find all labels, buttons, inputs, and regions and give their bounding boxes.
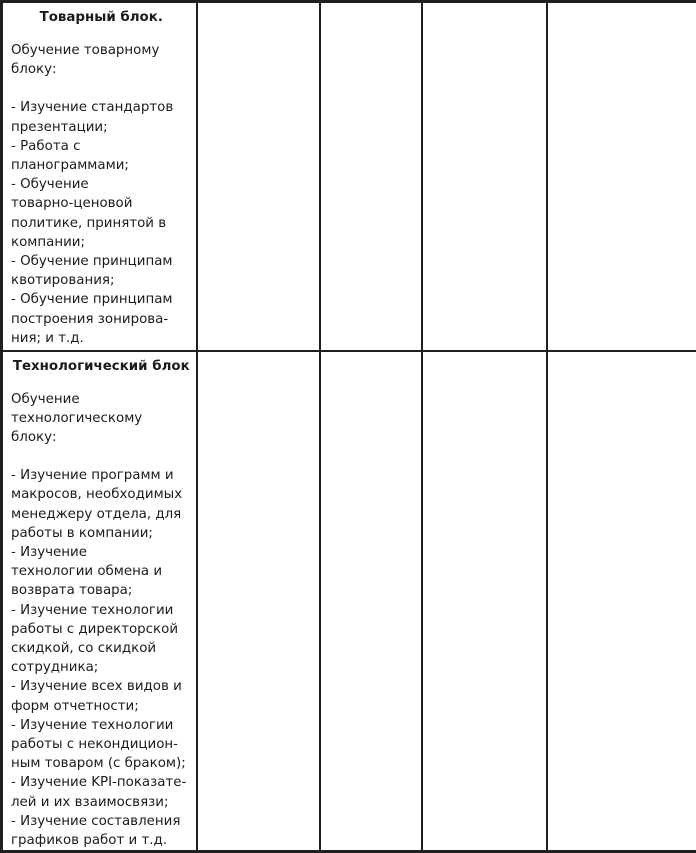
text-line: технологическому блоку: [11, 409, 192, 447]
list-item: возврата товара; [11, 581, 192, 600]
empty-cell [320, 2, 422, 351]
text-line: Обучение [11, 390, 192, 409]
list-item: - Изучение KPI-показате- [11, 773, 192, 792]
table-row-product-block [2, 2, 696, 351]
list-item: планограммами; [11, 156, 192, 175]
table-row-technology-block [2, 351, 696, 852]
list-item: презентации; [11, 118, 192, 137]
list-item: лей и их взаимосвязи; [11, 793, 192, 812]
list-item: работы в компании; [11, 524, 192, 543]
block-items-list [11, 466, 192, 850]
empty-cell [320, 351, 422, 852]
list-item: макросов, необходимых [11, 485, 192, 504]
block-intro [11, 390, 192, 448]
text-line: блоку: [11, 60, 192, 79]
list-item: работы с директорской [11, 620, 192, 639]
list-item: товарно-ценовой [11, 194, 192, 213]
list-item: политике, принятой в [11, 214, 192, 233]
text-line: Обучение товарному [11, 41, 192, 60]
list-item: форм отчетности; [11, 697, 192, 716]
empty-cell [547, 351, 696, 852]
list-item: технологии обмена и [11, 562, 192, 581]
list-item: - Изучение стандартов [11, 98, 192, 117]
list-item: - Обучение [11, 175, 192, 194]
list-item: - Обучение принципам [11, 290, 192, 309]
block-title: Технологический блок [11, 357, 192, 376]
list-item: построения зонирова- [11, 310, 192, 329]
list-item: - Изучение всех видов и [11, 677, 192, 696]
list-item: графиков работ и т.д. [11, 831, 192, 850]
list-item: - Изучение технологии [11, 716, 192, 735]
list-item: - Изучение технологии [11, 601, 192, 620]
block-title: Товарный блок. [11, 8, 192, 27]
list-item: ния; и т.д. [11, 329, 192, 348]
list-item: - Изучение [11, 543, 192, 562]
technology-block-description-cell [2, 351, 197, 852]
list-item: - Обучение принципам [11, 252, 192, 271]
list-item: - Изучение программ и [11, 466, 192, 485]
list-item: сотрудника; [11, 658, 192, 677]
product-block-description-cell [2, 2, 197, 351]
list-item: компании; [11, 233, 192, 252]
block-items-list [11, 98, 192, 348]
empty-cell [197, 351, 320, 852]
empty-cell [422, 2, 547, 351]
list-item: - Изучение составления [11, 812, 192, 831]
list-item: работы с некондицион- [11, 735, 192, 754]
empty-cell [422, 351, 547, 852]
empty-cell [197, 2, 320, 351]
list-item: менеджеру отдела, для [11, 505, 192, 524]
list-item: ным товаром (с браком); [11, 754, 192, 773]
list-item: квотирования; [11, 271, 192, 290]
list-item: - Работа с [11, 137, 192, 156]
empty-cell [547, 2, 696, 351]
list-item: скидкой, со скидкой [11, 639, 192, 658]
block-intro [11, 41, 192, 79]
